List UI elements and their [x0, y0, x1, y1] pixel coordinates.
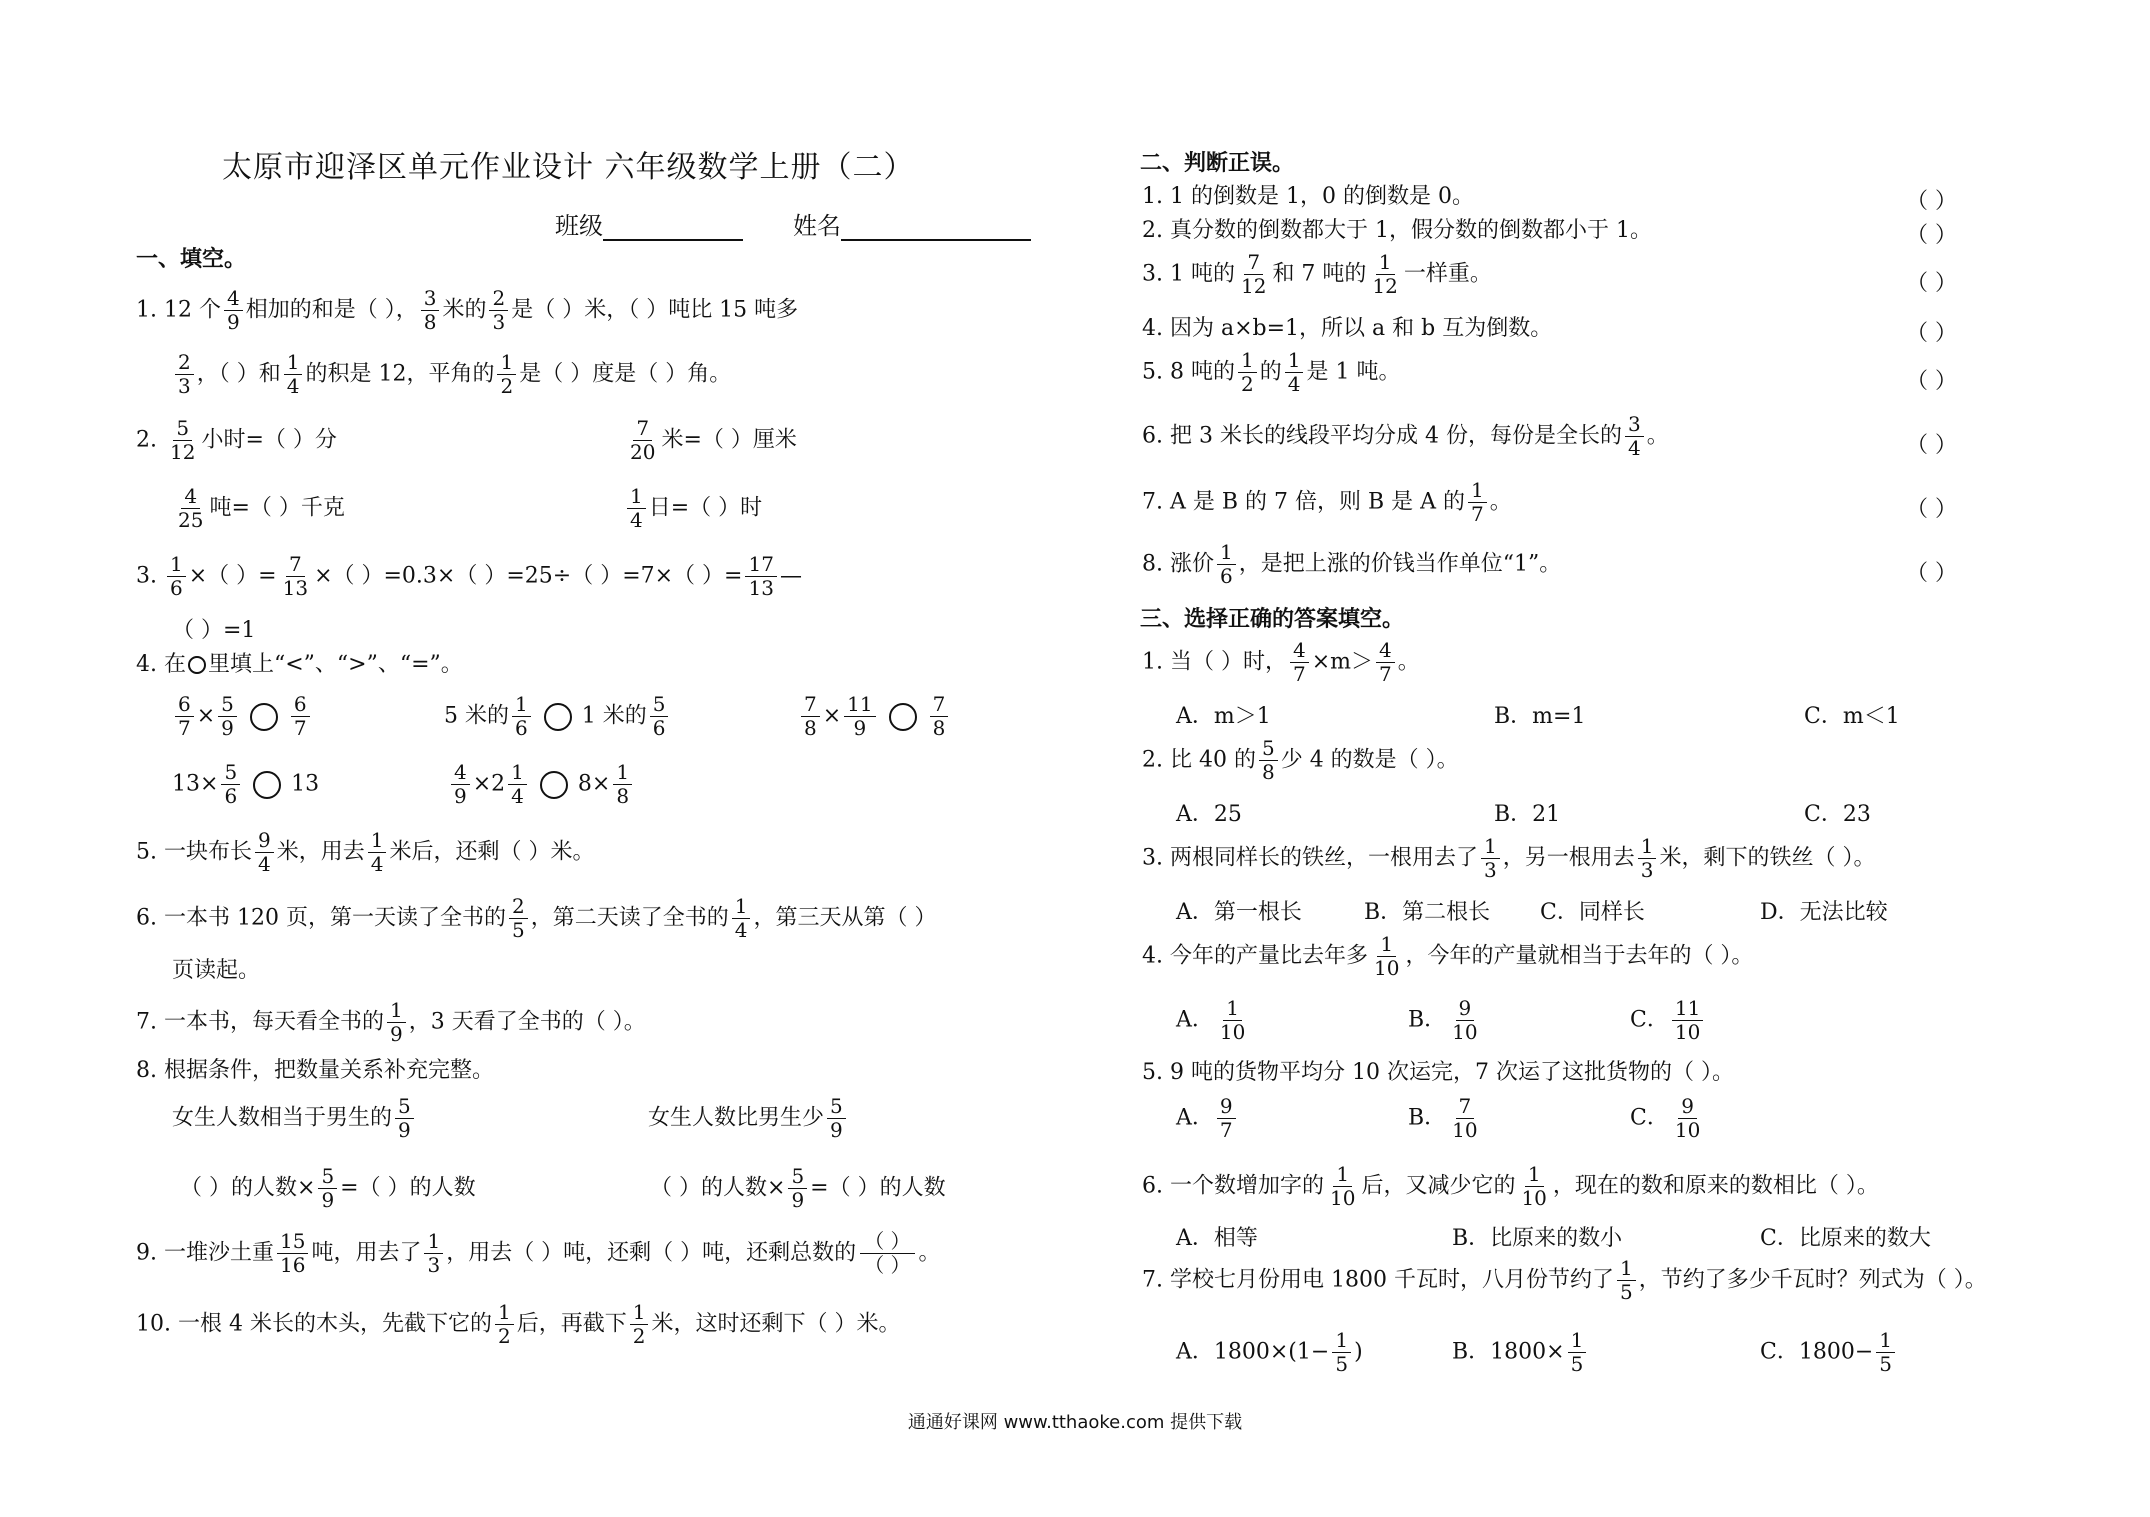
- choice-2-option-b[interactable]: B．21: [1494, 802, 1561, 827]
- fraction: $\frac{1}{10}$: [1219, 996, 1246, 1044]
- circle-icon: [188, 656, 206, 674]
- choice-6-option-b[interactable]: B．比原来的数小: [1452, 1226, 1623, 1251]
- judge-4-answer[interactable]: （ ）: [1906, 321, 1957, 346]
- fraction: $\frac{1}{5}$: [1876, 1330, 1895, 1375]
- choice-7-option-b[interactable]: B．1800× $\frac{1}{5}$: [1452, 1330, 1589, 1375]
- choice-4-option-b[interactable]: B． $\frac{9}{10}$: [1408, 998, 1484, 1043]
- compare-circle[interactable]: [544, 703, 572, 731]
- choice-4-option-a[interactable]: A． $\frac{1}{10}$: [1176, 998, 1251, 1043]
- fraction: $\frac{1}{3}$: [1638, 836, 1657, 881]
- judge-7-answer[interactable]: （ ）: [1906, 497, 1957, 522]
- section-choice-heading: 三、选择正确的答案填空。: [1140, 606, 1405, 632]
- page-footer: 通通好课网 www.tthaoke.com 提供下载: [907, 1412, 1243, 1433]
- choice-1-option-a[interactable]: A．m＞1: [1176, 704, 1271, 729]
- class-label: 班级: [555, 212, 603, 240]
- judge-6: 6. 把 3 米长的线段平均分成 4 份，每份是全长的 $\frac{3}{4}$ 。: [1142, 412, 1669, 460]
- question-4-compare-2: 5 米的 $\frac{1}{6}$ 1 米的 $\frac{5}{6}$: [444, 694, 671, 739]
- fraction: $\frac{9}{7}$: [1217, 1096, 1236, 1141]
- question-8-condition-2: 女生人数比男生少 $\frac{5}{9}$: [648, 1096, 849, 1141]
- question-2-item-2: $\frac{7}{20}$ 米=（ ）厘米: [624, 418, 797, 463]
- question-1-line-2: $\frac{2}{3}$ ，（ ）和 $\frac{1}{4}$ 的积是 12，平角的 $\frac{1}{2}$ 是（ ）度是（ ）角。: [172, 352, 731, 397]
- question-2-item-1: 2. $\frac{5}{12}$ 小时=（ ）分: [136, 416, 337, 464]
- fraction: $\frac{1}{5}$: [1617, 1258, 1636, 1303]
- question-8-instruction: 8. 根据条件，把数量关系补充完整。: [136, 1058, 494, 1083]
- fraction: $\frac{1}{6}$: [167, 554, 186, 599]
- choice-6: 6. 一个数增加字的 $\frac{1}{10}$ 后，又减少它的 $\frac{1}{10}$ ，现在的数和原来的数相比（ ）。: [1142, 1162, 1879, 1210]
- question-6-line-1: 6. 一本书 120 页，第一天读了全书的 $\frac{2}{5}$ ，第二天读了全书的 $\frac{1}{4}$ ，第三天从第（ ）: [136, 894, 937, 942]
- fraction: $\frac{1}{10}$: [1373, 932, 1400, 980]
- fraction: $\frac{6}{7}$: [291, 694, 310, 739]
- fraction: $\frac{1}{4}$: [508, 762, 527, 807]
- page-title: 太原市迎泽区单元作业设计 六年级数学上册（二）: [222, 150, 915, 185]
- fraction: $\frac{1}{4}$: [1285, 350, 1304, 395]
- fraction: $\frac{1}{3}$: [424, 1231, 443, 1276]
- choice-3-option-c[interactable]: C．同样长: [1540, 900, 1645, 925]
- question-4-compare-5: $\frac{4}{9}$ ×2 $\frac{1}{4}$ 8× $\frac{1}{8}$: [448, 762, 635, 807]
- fraction: $\frac{3}{4}$: [1625, 414, 1644, 459]
- fraction: $\frac{1}{4}$: [627, 486, 646, 531]
- question-8-condition-1: 女生人数相当于男生的 $\frac{5}{9}$: [172, 1096, 417, 1141]
- choice-7: 7. 学校七月份用电 1800 千瓦时，八月份节约了 $\frac{1}{5}$ ，节约了多少千瓦时？列式为（ ）。: [1142, 1256, 1987, 1304]
- choice-2-option-a[interactable]: A．25: [1176, 802, 1242, 827]
- choice-4-option-c[interactable]: C． $\frac{11}{10}$: [1630, 998, 1706, 1043]
- choice-2-option-c[interactable]: C．23: [1804, 802, 1871, 827]
- fraction: $\frac{1}{8}$: [613, 762, 632, 807]
- name-field: [793, 212, 1031, 241]
- choice-5: 5. 9 吨的货物平均分 10 次运完，7 次运了这批货物的（ ）。: [1142, 1060, 1734, 1085]
- fraction: $\frac{4}{7}$: [1376, 640, 1395, 685]
- fraction: $\frac{7}{8}$: [801, 694, 820, 739]
- question-5: 5. 一块布长 $\frac{9}{4}$ 米，用去 $\frac{1}{4}$ 米后，还剩（ ）米。: [136, 828, 595, 876]
- judge-1: 1. 1 的倒数是 1，0 的倒数是 0。: [1142, 184, 1474, 209]
- fraction: $\frac{4}{7}$: [1290, 640, 1309, 685]
- blank-fraction[interactable]: （ ） （ ）: [860, 1230, 914, 1277]
- question-1-line-1: 1. 12 个 $\frac{4}{9}$ 相加的和是（ ）， $\frac{3}{8}$ 米的 $\frac{2}{3}$ 是（ ）米，（ ）吨比 15 吨多: [136, 286, 799, 334]
- fraction: $\frac{1}{7}$: [1468, 480, 1487, 525]
- judge-5-answer[interactable]: （ ）: [1906, 369, 1957, 394]
- judge-6-answer[interactable]: （ ）: [1906, 433, 1957, 458]
- fraction: $\frac{7}{20}$: [630, 416, 656, 464]
- question-9: 9. 一堆沙土重 $\frac{15}{16}$ 吨，用去了 $\frac{1}{3}$ ，用去（ ）吨，还剩（ ）吨，还剩总数的 （ ） （ ） 。: [136, 1229, 941, 1277]
- fraction: $\frac{1}{5}$: [1568, 1330, 1587, 1375]
- fraction: $\frac{9}{4}$: [255, 830, 274, 875]
- fraction: $\frac{11}{9}$: [844, 694, 875, 739]
- choice-1-option-b[interactable]: B．m=1: [1494, 704, 1586, 729]
- choice-7-option-c[interactable]: C．1800− $\frac{1}{5}$: [1760, 1330, 1898, 1375]
- choice-3-option-b[interactable]: B．第二根长: [1364, 900, 1491, 925]
- fraction: $\frac{4}{25}$: [178, 484, 204, 532]
- fraction: $\frac{7}{12}$: [1240, 250, 1267, 298]
- question-8-relation-2: （ ）的人数× $\frac{5}{9}$ =（ ）的人数: [650, 1164, 946, 1212]
- fraction: $\frac{1}{4}$: [732, 896, 751, 941]
- fraction: $\frac{9}{10}$: [1452, 996, 1478, 1044]
- choice-5-option-a[interactable]: A． $\frac{9}{7}$: [1176, 1096, 1239, 1141]
- choice-1: 1. 当（ ）时， $\frac{4}{7}$ ×m＞ $\frac{4}{7}$ 。: [1142, 638, 1420, 686]
- fraction: $\frac{1}{6}$: [512, 694, 531, 739]
- fraction: $\frac{6}{7}$: [175, 694, 194, 739]
- choice-5-option-c[interactable]: C． $\frac{9}{10}$: [1630, 1096, 1706, 1141]
- judge-1-answer[interactable]: （ ）: [1906, 189, 1957, 214]
- fraction: $\frac{2}{3}$: [175, 352, 194, 397]
- question-6-line-2: 页读起。: [172, 958, 261, 983]
- fraction: $\frac{1}{2}$: [495, 1302, 514, 1347]
- fraction: $\frac{2}{3}$: [489, 288, 508, 333]
- class-field: [555, 212, 743, 241]
- fraction: $\frac{11}{10}$: [1672, 998, 1703, 1043]
- compare-circle[interactable]: [253, 771, 281, 799]
- name-blank[interactable]: [841, 239, 1031, 241]
- question-4-compare-4: 13× $\frac{5}{6}$ 13: [172, 760, 320, 808]
- question-4-compare-1: $\frac{6}{7}$ × $\frac{5}{9}$ $\frac{6}{7}$: [172, 694, 313, 739]
- fraction: $\frac{1}{6}$: [1217, 542, 1236, 587]
- fraction: $\frac{5}{9}$: [395, 1096, 414, 1141]
- fraction: $\frac{7}{8}$: [930, 694, 949, 739]
- fraction: $\frac{17}{13}$: [745, 554, 776, 599]
- fraction: $\frac{5}{6}$: [221, 762, 240, 807]
- fraction: $\frac{7}{10}$: [1452, 1094, 1478, 1142]
- question-4-compare-3: $\frac{7}{8}$ × $\frac{11}{9}$ $\frac{7}{8}$: [798, 694, 951, 739]
- fraction: $\frac{1}{2}$: [1238, 350, 1257, 395]
- question-2-item-3: $\frac{4}{25}$ 吨=（ ）千克: [172, 486, 345, 531]
- fraction: $\frac{1}{10}$: [1521, 1162, 1547, 1210]
- fraction: $\frac{15}{16}$: [277, 1231, 308, 1276]
- fraction: $\frac{2}{5}$: [509, 896, 528, 941]
- section-fill-in-heading: 一、填空。: [136, 246, 247, 272]
- question-4-instruction: 4. 在 里填上“<”、“>”、“=”。: [136, 652, 463, 677]
- choice-4: 4. 今年的产量比去年多 $\frac{1}{10}$ ，今年的产量就相当于去年的（ ）。: [1142, 932, 1754, 980]
- fraction: $\frac{1}{5}$: [1332, 1330, 1351, 1375]
- choice-3-option-a[interactable]: A．第一根长: [1176, 900, 1302, 925]
- question-2-item-4: $\frac{1}{4}$ 日=（ ）时: [624, 486, 762, 531]
- fraction: $\frac{5}{9}$: [827, 1096, 846, 1141]
- choice-1-option-c[interactable]: C．m＜1: [1804, 704, 1900, 729]
- name-label: 姓名: [793, 212, 841, 240]
- question-3-line-2: （ ）=1: [172, 618, 256, 643]
- fraction: $\frac{5}{8}$: [1259, 738, 1278, 783]
- question-8-relation-1: （ ）的人数× $\frac{5}{9}$ =（ ）的人数: [180, 1164, 476, 1212]
- fraction: $\frac{3}{8}$: [421, 288, 440, 333]
- section-judge-heading: 二、判断正误。: [1140, 150, 1295, 176]
- judge-8: 8. 涨价 $\frac{1}{6}$ ，是把上涨的价钱当作单位“1”。: [1142, 540, 1562, 588]
- fraction: $\frac{5}{6}$: [650, 694, 669, 739]
- fraction: $\frac{1}{3}$: [1481, 836, 1500, 881]
- judge-4: 4. 因为 a×b=1，所以 a 和 b 互为倒数。: [1142, 316, 1553, 341]
- choice-2: 2. 比 40 的 $\frac{5}{8}$ 少 4 的数是（ ）。: [1142, 736, 1459, 784]
- fraction: $\frac{1}{4}$: [368, 830, 387, 875]
- compare-circle[interactable]: [889, 703, 917, 731]
- question-10: 10. 一根 4 米长的木头，先截下它的 $\frac{1}{2}$ 后，再截下 $\frac{1}{2}$ 米，这时还剩下（ ）米。: [136, 1300, 901, 1348]
- judge-8-answer[interactable]: （ ）: [1906, 561, 1957, 586]
- fraction: $\frac{5}{12}$: [170, 416, 196, 464]
- fraction: $\frac{9}{10}$: [1674, 1094, 1701, 1142]
- choice-7-option-a[interactable]: A．1800×(1− $\frac{1}{5}$ ): [1176, 1328, 1363, 1376]
- fraction: $\frac{4}{9}$: [451, 762, 470, 807]
- fraction: $\frac{4}{9}$: [224, 288, 243, 333]
- fraction: $\frac{7}{13}$: [282, 552, 309, 600]
- choice-6-option-a[interactable]: A．相等: [1176, 1226, 1258, 1251]
- fraction: $\frac{1}{12}$: [1372, 250, 1398, 298]
- compare-circle[interactable]: [250, 703, 278, 731]
- fraction: $\frac{5}{9}$: [788, 1166, 807, 1211]
- fraction: $\frac{1}{4}$: [284, 352, 303, 397]
- class-blank[interactable]: [603, 239, 743, 241]
- judge-2: 2. 真分数的倒数都大于 1，假分数的倒数都小于 1。: [1142, 218, 1652, 243]
- question-7: 7. 一本书，每天看全书的 $\frac{1}{9}$ ，3 天看了全书的（ ）。: [136, 998, 646, 1046]
- choice-6-option-c[interactable]: C．比原来的数大: [1760, 1226, 1931, 1251]
- judge-3: 3. 1 吨的 $\frac{7}{12}$ 和 7 吨的 $\frac{1}{12}$ 一样重。: [1142, 250, 1492, 298]
- judge-7: 7. A 是 B 的 7 倍，则 B 是 A 的 $\frac{1}{7}$ 。: [1142, 478, 1512, 526]
- judge-3-answer[interactable]: （ ）: [1906, 271, 1957, 296]
- choice-5-option-b[interactable]: B． $\frac{7}{10}$: [1408, 1096, 1484, 1141]
- fraction: $\frac{1}{9}$: [387, 1000, 406, 1045]
- judge-5: 5. 8 吨的 $\frac{1}{2}$ 的 $\frac{1}{4}$ 是 1 吨。: [1142, 348, 1401, 396]
- fraction: $\frac{5}{9}$: [218, 694, 237, 739]
- question-3-line-1: 3. $\frac{1}{6}$ ×（ ）= $\frac{7}{13}$ ×（ ）=0.3×（ ）=25÷（ ）=7×（ ）= $\frac{17}{13}$ —: [136, 552, 802, 600]
- choice-3: 3. 两根同样长的铁丝，一根用去了 $\frac{1}{3}$ ，另一根用去 $\frac{1}{3}$ 米，剩下的铁丝（ ）。: [1142, 834, 1876, 882]
- choice-3-option-d[interactable]: D．无法比较: [1760, 900, 1888, 925]
- fraction: $\frac{1}{2}$: [630, 1302, 649, 1347]
- judge-2-answer[interactable]: （ ）: [1906, 223, 1957, 248]
- compare-circle[interactable]: [540, 771, 568, 799]
- fraction: $\frac{1}{10}$: [1329, 1162, 1356, 1210]
- fraction: $\frac{5}{9}$: [318, 1166, 337, 1211]
- fraction: $\frac{1}{2}$: [497, 352, 516, 397]
